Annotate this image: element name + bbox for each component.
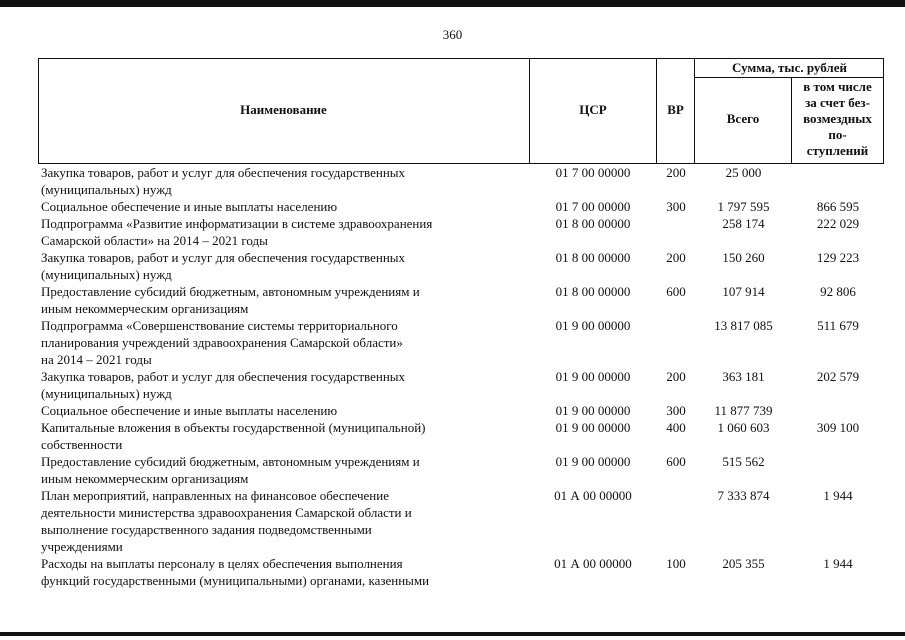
page-number: 360 xyxy=(442,27,463,42)
row-total: 107 914 xyxy=(722,284,765,299)
row-name-line: Подпрограмма «Совершенствование системы территориального xyxy=(41,318,398,333)
row-name xyxy=(41,317,526,368)
row-csr: 01 9 00 00000 xyxy=(555,420,631,435)
row-csr: 01 8 00 00000 xyxy=(555,250,631,265)
header-incl-line: за счет без- xyxy=(805,95,870,110)
row-total: 515 562 xyxy=(722,454,765,469)
row-name xyxy=(41,215,526,249)
row-name-line: Подпрограмма «Развитие информатизации в системе здравоохранения xyxy=(41,216,433,231)
row-total: 11 877 739 xyxy=(714,403,773,418)
row-total: 7 333 874 xyxy=(717,488,770,503)
row-csr: 01 9 00 00000 xyxy=(555,403,631,418)
row-total: 258 174 xyxy=(722,216,765,231)
row-name-line: учреждениями xyxy=(41,539,123,554)
row-incl: 222 029 xyxy=(816,216,860,231)
header-incl-line: возмездных xyxy=(803,111,872,126)
row-name-line: деятельности министерства здравоохранения Самарской области и xyxy=(41,505,412,520)
row-incl: 1 944 xyxy=(823,488,853,503)
row-incl: 1 944 xyxy=(823,556,853,571)
row-csr: 01 7 00 00000 xyxy=(555,165,631,180)
row-total: 150 260 xyxy=(722,250,765,265)
row-name-line: Закупка товаров, работ и услуг для обеспечения государственных xyxy=(41,165,406,180)
table-row xyxy=(38,419,884,453)
row-incl: 92 806 xyxy=(820,284,856,299)
row-csr: 01 8 00 00000 xyxy=(555,284,631,299)
row-vr: 200 xyxy=(666,165,686,180)
bottom-border xyxy=(0,632,905,636)
row-total: 1 797 595 xyxy=(717,199,770,214)
row-name-line: иным некоммерческим организациям xyxy=(41,301,249,316)
row-csr: 01 7 00 00000 xyxy=(555,199,631,214)
table-row xyxy=(38,164,884,198)
row-name-line: выполнение государственного задания подведомственными xyxy=(41,522,372,537)
row-csr: 01 9 00 00000 xyxy=(555,318,631,333)
table-row xyxy=(38,555,884,589)
row-name-line: Социальное обеспечение и иные выплаты населению xyxy=(41,199,338,214)
header-incl-line: по- xyxy=(828,127,847,142)
header-incl-line: в том числе xyxy=(803,79,872,94)
row-name-line: Самарской области» на 2014 – 2021 годы xyxy=(41,233,268,248)
row-name-line: Социальное обеспечение и иные выплаты населению xyxy=(41,403,338,418)
row-name xyxy=(41,368,526,402)
row-csr: 01 А 00 00000 xyxy=(554,556,632,571)
row-name-line: функций государственными (муниципальными) органами, казенными xyxy=(41,573,430,588)
row-name xyxy=(41,419,526,453)
header-incl-line: ступлений xyxy=(806,143,869,158)
row-vr: 300 xyxy=(666,199,686,214)
header-incl xyxy=(792,79,883,159)
row-name xyxy=(41,453,526,487)
row-vr: 600 xyxy=(666,284,686,299)
row-incl: 511 679 xyxy=(817,318,859,333)
row-total: 363 181 xyxy=(722,369,765,384)
row-csr: 01 А 00 00000 xyxy=(554,488,632,503)
table-row xyxy=(38,453,884,487)
row-incl: 129 223 xyxy=(816,250,860,265)
row-incl: 866 595 xyxy=(816,199,860,214)
row-name-line: Капитальные вложения в объекты государственной (муниципальной) xyxy=(41,420,426,435)
row-name-line: (муниципальных) нужд xyxy=(41,182,172,197)
table-header xyxy=(38,58,884,164)
table-row xyxy=(38,283,884,317)
table-row xyxy=(38,317,884,368)
table-row xyxy=(38,368,884,402)
row-name-line: План мероприятий, направленных на финансовое обеспечение xyxy=(41,488,389,503)
table-row xyxy=(38,487,884,555)
top-border xyxy=(0,0,905,7)
header-total: Всего xyxy=(726,111,760,126)
row-name xyxy=(41,402,526,419)
row-csr: 01 8 00 00000 xyxy=(555,216,631,231)
row-csr: 01 9 00 00000 xyxy=(555,369,631,384)
row-name-line: Предоставление субсидий бюджетным, автономным учреждениям и xyxy=(41,454,420,469)
table-row xyxy=(38,402,884,419)
row-vr: 600 xyxy=(666,454,686,469)
row-total: 205 355 xyxy=(722,556,765,571)
row-name-line: собственности xyxy=(41,437,123,452)
table-row xyxy=(38,249,884,283)
row-incl: 202 579 xyxy=(816,369,860,384)
row-name xyxy=(41,164,526,198)
row-name-line: иным некоммерческим организациям xyxy=(41,471,249,486)
row-name-line: планирования учреждений здравоохранения Самарской области» xyxy=(41,335,403,350)
row-total: 13 817 085 xyxy=(714,318,773,333)
row-name xyxy=(41,555,526,589)
row-name-line: Предоставление субсидий бюджетным, автономным учреждениям и xyxy=(41,284,420,299)
header-name: Наименование xyxy=(240,102,327,117)
row-vr: 400 xyxy=(666,420,686,435)
row-name-line: Закупка товаров, работ и услуг для обеспечения государственных xyxy=(41,369,406,384)
row-vr: 200 xyxy=(666,369,686,384)
row-name xyxy=(41,198,526,215)
row-name-line: (муниципальных) нужд xyxy=(41,386,172,401)
row-vr: 300 xyxy=(666,403,686,418)
row-name-line: на 2014 – 2021 годы xyxy=(41,352,152,367)
row-vr: 100 xyxy=(666,556,686,571)
row-total: 1 060 603 xyxy=(717,420,770,435)
header-csr: ЦСР xyxy=(579,102,607,117)
row-name-line: Расходы на выплаты персоналу в целях обеспечения выполнения xyxy=(41,556,403,571)
row-name xyxy=(41,249,526,283)
table-row xyxy=(38,198,884,215)
header-sum-underline xyxy=(694,77,884,78)
table-row xyxy=(38,215,884,249)
header-sum: Сумма, тыс. рублей xyxy=(732,60,847,75)
row-name-line: (муниципальных) нужд xyxy=(41,267,172,282)
row-incl: 309 100 xyxy=(816,420,860,435)
header-vr: ВР xyxy=(667,102,684,117)
row-csr: 01 9 00 00000 xyxy=(555,454,631,469)
row-name-line: Закупка товаров, работ и услуг для обеспечения государственных xyxy=(41,250,406,265)
row-total: 25 000 xyxy=(725,165,762,180)
row-name xyxy=(41,487,526,555)
row-vr: 200 xyxy=(666,250,686,265)
row-name xyxy=(41,283,526,317)
